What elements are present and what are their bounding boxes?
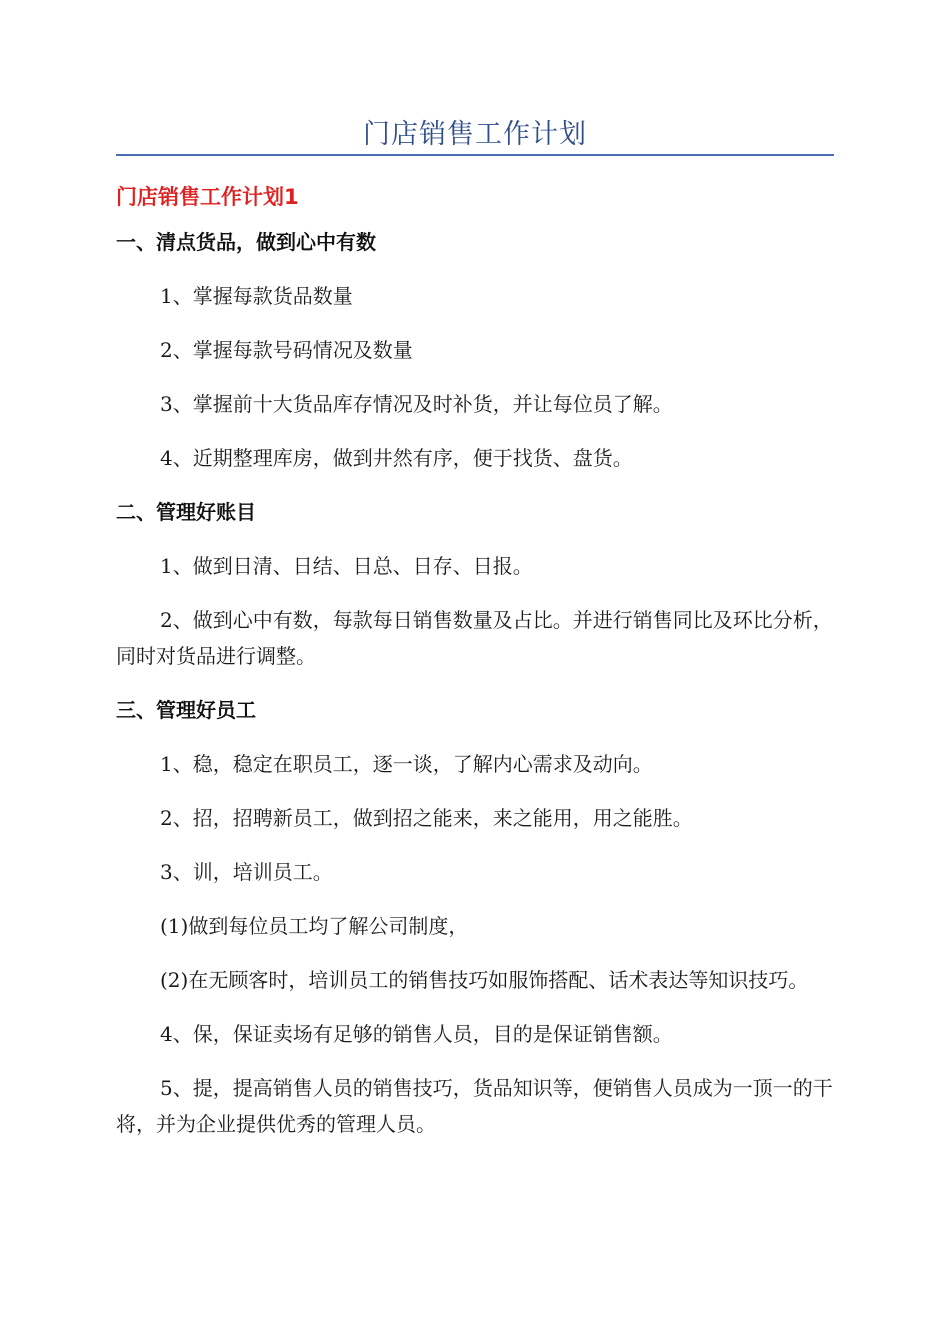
paragraph: 2、招，招聘新员工，做到招之能来，来之能用，用之能胜。 <box>160 806 693 830</box>
document-title: 门店销售工作计划 <box>363 119 587 150</box>
heading-inventory: 一、清点货品，做到心中有数 <box>116 230 376 254</box>
paragraph: 1、掌握每款货品数量 <box>160 284 353 308</box>
paragraph: 4、保，保证卖场有足够的销售人员，目的是保证销售额。 <box>160 1022 673 1046</box>
paragraph: 1、做到日清、日结、日总、日存、日报。 <box>160 554 533 578</box>
paragraph: 5、提，提高销售人员的销售技巧，货品知识等，便销售人员成为一顶一的干将，并为企业提供优秀的管理人员。 <box>116 1076 833 1136</box>
section-heading: 门店销售工作计划1 <box>116 185 299 209</box>
paragraph: 1、稳，稳定在职员工，逐一谈，了解内心需求及动向。 <box>160 752 653 776</box>
paragraph: (1)做到每位员工均了解公司制度， <box>160 914 469 938</box>
paragraph: 3、掌握前十大货品库存情况及时补货，并让每位员了解。 <box>160 392 673 416</box>
heading-staff: 三、管理好员工 <box>116 698 256 722</box>
document-body <box>116 224 834 1160</box>
title-underline <box>116 154 834 156</box>
paragraph: 2、做到心中有数，每款每日销售数量及占比。并进行销售同比及环比分析，同时对货品进行调整。 <box>116 608 833 668</box>
paragraph: 2、掌握每款号码情况及数量 <box>160 338 413 362</box>
paragraph: 4、近期整理库房，做到井然有序，便于找货、盘货。 <box>160 446 633 470</box>
paragraph: (2)在无顾客时，培训员工的销售技巧如服饰搭配、话术表达等知识技巧。 <box>160 968 809 992</box>
paragraph: 3、训，培训员工。 <box>160 860 333 884</box>
heading-accounts: 二、管理好账目 <box>116 500 256 524</box>
